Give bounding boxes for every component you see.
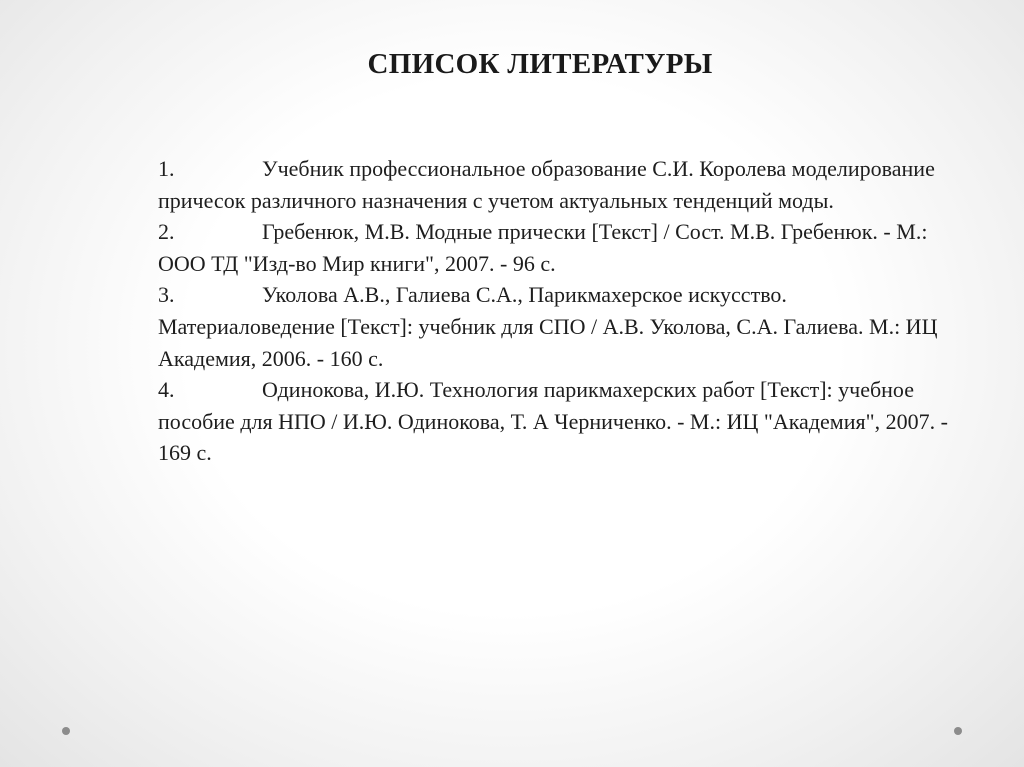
reference-item: [158, 216, 948, 279]
reference-text: Учебник профессиональное образование С.И. Королева моделирование причесок различного назначения с учетом актуальных тенденций моды.: [158, 156, 935, 213]
reference-number: 4.: [158, 377, 175, 403]
reference-list: [158, 153, 948, 469]
decorative-dot-right: [954, 727, 962, 735]
reference-item: [158, 153, 948, 216]
reference-item: [158, 279, 948, 374]
decorative-dot-left: [62, 727, 70, 735]
reference-number: 1.: [158, 156, 175, 181]
reference-text: Уколова А.В., Галиева С.А., Парикмахерское искусство. Материаловедение [Текст]: учебник для СПО / А.В. Уколова, С.А. Галиева. М.: ИЦ Академия, 2006. - 160 с.: [158, 282, 938, 371]
reference-number: 2.: [158, 219, 175, 245]
slide-title: СПИСОК ЛИТЕРАТУРЫ: [367, 48, 713, 80]
reference-text: Гребенюк, М.В. Модные прически [Текст] / Сост. М.В. Гребенюк. - М.: ООО ТД "Изд-во Мир книги", 2007. - 96 с.: [158, 219, 928, 276]
reference-number: 3.: [158, 282, 175, 308]
reference-item: [158, 374, 948, 469]
reference-text: Одинокова, И.Ю. Технология парикмахерских работ [Текст]: учебное пособие для НПО / И.Ю. Одинокова, Т. А Черниченко. - М.: ИЦ "Академия", 2007. - 169 с.: [158, 377, 948, 466]
